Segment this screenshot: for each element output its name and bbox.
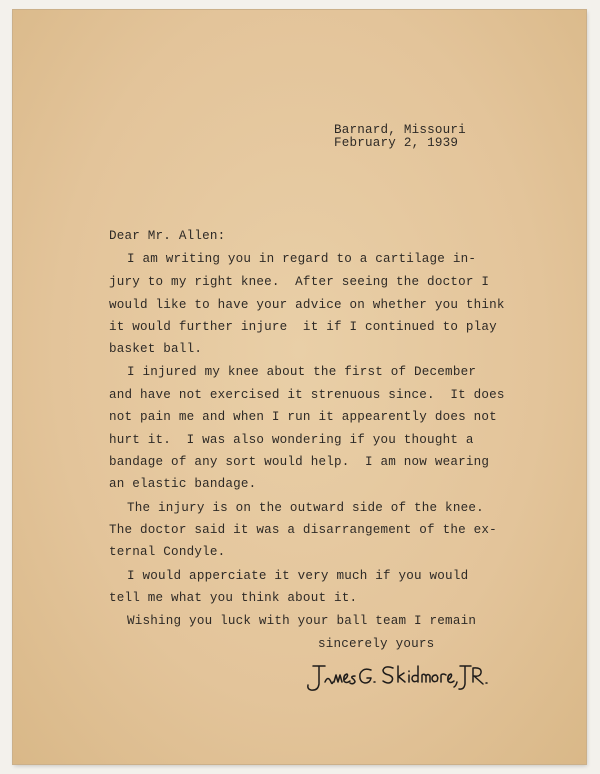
letter-date: February 2, 1939	[334, 136, 459, 150]
body-line: not pain me and when I run it appearently does not	[109, 410, 497, 424]
body-line: an elastic bandage.	[109, 477, 257, 491]
handwritten-signature	[303, 660, 488, 700]
body-line: ternal Condyle.	[109, 545, 226, 559]
body-line: I would apperciate it very much if you would	[127, 569, 469, 583]
body-line: would like to have your advice on whether you think	[109, 298, 505, 312]
letter-paper	[13, 10, 586, 764]
body-line: The doctor said it was a disarrangement of the ex-	[109, 523, 497, 537]
body-line: it would further injure it if I continued to play	[109, 320, 497, 334]
body-line: and have not exercised it strenuous since. It does	[109, 388, 505, 402]
body-line: The injury is on the outward side of the knee.	[127, 501, 484, 515]
letter-place: Barnard, Missouri	[334, 123, 466, 137]
closing: sincerely yours	[318, 637, 435, 651]
body-line: basket ball.	[109, 342, 203, 356]
body-line: tell me what you think about it.	[109, 591, 358, 605]
body-line: hurt it. I was also wondering if you thought a	[109, 433, 474, 447]
salutation: Dear Mr. Allen:	[109, 229, 226, 243]
body-line: I injured my knee about the first of December	[127, 365, 477, 379]
body-line: Wishing you luck with your ball team I remain	[127, 614, 477, 628]
body-line: I am writing you in regard to a cartilage in-	[127, 252, 477, 266]
body-line: jury to my right knee. After seeing the doctor I	[109, 275, 490, 289]
body-line: bandage of any sort would help. I am now wearing	[109, 455, 490, 469]
